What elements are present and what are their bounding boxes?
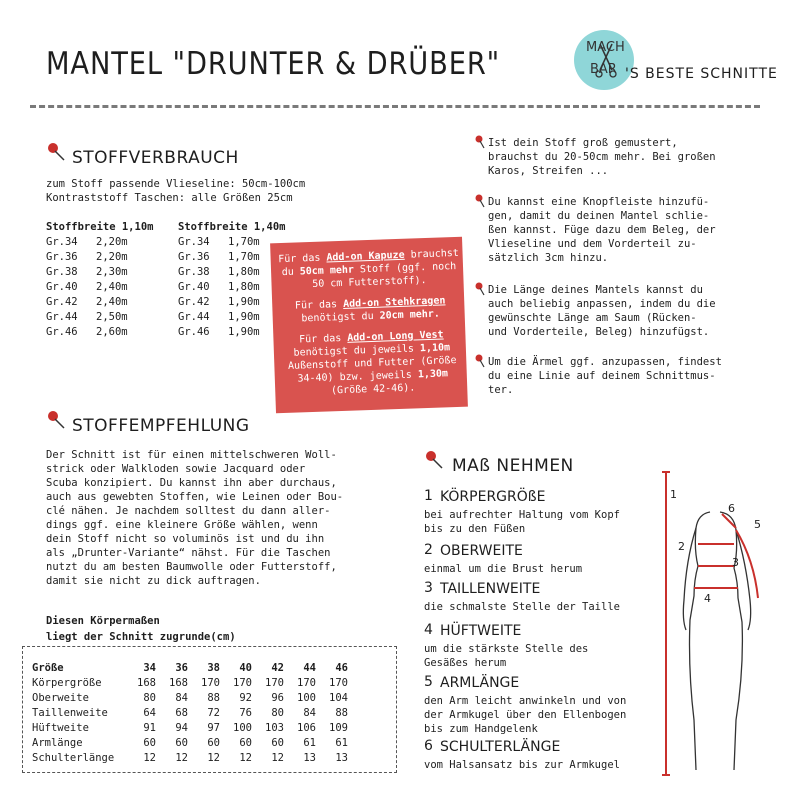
kontraststoff-line: Kontraststoff Taschen: alle Größen 25cm — [46, 192, 293, 204]
measurement-desc: um die stärkste Stelle des Gesäßes herum — [424, 643, 589, 669]
pin-icon — [46, 140, 68, 162]
usage-size-2: Gr.34 — [178, 236, 210, 248]
tip-text: Die Länge deines Mantels kannst du auch beliebig anpassen, indem du die gewünschte Länge am Saum (Rücken- und Vorderteile, Beleg) hinzufügst. — [488, 284, 716, 338]
table-cell: 84 — [303, 706, 316, 719]
table-header-size: 34 — [143, 661, 156, 674]
measurement-desc: bei aufrechter Haltung vom Kopf bis zu den Füßen — [424, 509, 620, 535]
table-cell: 64 — [143, 706, 156, 719]
usage-140: 1,70m — [228, 251, 260, 263]
table-row-label: Taillenweite — [32, 706, 108, 719]
col2-header: Stoffbreite 1,40m — [178, 221, 286, 233]
pin-icon — [474, 281, 486, 297]
table-cell: 92 — [239, 691, 252, 704]
table-header-size: 42 — [271, 661, 284, 674]
usage-140: 1,90m — [228, 311, 260, 323]
table-row — [32, 705, 348, 720]
pin-icon — [474, 193, 486, 209]
table-cell: 80 — [143, 691, 156, 704]
usage-110: 2,50m — [96, 311, 128, 323]
usage-size: Gr.36 — [46, 251, 78, 263]
usage-size-2: Gr.44 — [178, 311, 210, 323]
pin-icon — [474, 353, 486, 369]
usage-110: 2,20m — [96, 236, 128, 248]
table-cell: 168 — [169, 676, 188, 689]
mass-nehmen-heading: MAß NEHMEN — [452, 456, 574, 476]
usage-size-2: Gr.42 — [178, 296, 210, 308]
addon-long-vest-link[interactable]: Add-on Long Vest — [347, 329, 444, 344]
measurement-desc: vom Halsansatz bis zur Armkugel — [424, 759, 620, 771]
table-cell: 80 — [271, 706, 284, 719]
usage-110: 2,40m — [96, 281, 128, 293]
table-row — [32, 690, 348, 705]
figure-label: 3 — [732, 556, 739, 569]
usage-140: 1,90m — [228, 296, 260, 308]
figure-label: 6 — [728, 502, 735, 515]
usage-110: 2,60m — [96, 326, 128, 338]
measurement-number: 2 — [424, 542, 433, 558]
measurement-title: KÖRPERGRÖßE — [440, 489, 546, 505]
table-cell: 96 — [271, 691, 284, 704]
table-cell: 109 — [329, 721, 348, 734]
table-row-label: Körpergröße — [32, 676, 102, 689]
measurement-desc: einmal um die Brust herum — [424, 563, 583, 575]
measurement-title: ARMLÄNGE — [440, 675, 520, 691]
usage-140: 1,70m — [228, 236, 260, 248]
pin-icon — [46, 408, 68, 430]
measurement-number: 6 — [424, 738, 433, 754]
table-row — [32, 750, 348, 765]
measurement-number: 3 — [424, 580, 433, 596]
pin-icon — [424, 448, 446, 470]
measurement-title: HÜFTWEITE — [440, 623, 522, 639]
table-cell: 106 — [297, 721, 316, 734]
table-cell: 100 — [233, 721, 252, 734]
figure-label: 5 — [754, 518, 761, 531]
measurement-desc: die schmalste Stelle der Taille — [424, 601, 620, 613]
table-cell: 68 — [175, 706, 188, 719]
usage-size: Gr.40 — [46, 281, 78, 293]
table-cell: 13 — [335, 751, 348, 764]
table-header-size: 44 — [303, 661, 316, 674]
usage-size-2: Gr.46 — [178, 326, 210, 338]
logo-text-bottom: BAR — [590, 62, 617, 77]
table-cell: 97 — [207, 721, 220, 734]
table-cell: 12 — [207, 751, 220, 764]
header-divider — [30, 105, 760, 111]
table-cell: 72 — [207, 706, 220, 719]
table-cell: 91 — [143, 721, 156, 734]
table-header-label: Größe — [32, 661, 64, 674]
table-header-row — [32, 660, 348, 675]
figure-label: 4 — [704, 592, 711, 605]
table-header-size: 38 — [207, 661, 220, 674]
brand-tagline: 'S BESTE SCHNITTE — [625, 66, 778, 82]
table-row-label: Hüftweite — [32, 721, 89, 734]
usage-size: Gr.46 — [46, 326, 78, 338]
col1-header: Stoffbreite 1,10m — [46, 221, 154, 233]
table-header-size: 46 — [335, 661, 348, 674]
table-row — [32, 720, 348, 735]
table-cell: 12 — [175, 751, 188, 764]
usage-140: 1,80m — [228, 266, 260, 278]
table-cell: 170 — [265, 676, 284, 689]
table-cell: 103 — [265, 721, 284, 734]
usage-140: 1,90m — [228, 326, 260, 338]
table-cell: 13 — [303, 751, 316, 764]
table-cell: 60 — [239, 736, 252, 749]
table-row-label: Armlänge — [32, 736, 83, 749]
table-cell: 84 — [175, 691, 188, 704]
table-cell: 170 — [233, 676, 252, 689]
table-cell: 60 — [271, 736, 284, 749]
tip-text: Du kannst eine Knopfleiste hinzufü- gen, damit du deinen Mantel schlie- ßen kannst. Füge dazu dem Beleg, der Vlieseline und dem Vorderteil zu- sätzlich 3cm hinzu. — [488, 196, 716, 264]
measurement-title: TAILLENWEITE — [440, 581, 541, 597]
figure-label: 1 — [670, 488, 677, 501]
table-cell: 104 — [329, 691, 348, 704]
table-cell: 61 — [335, 736, 348, 749]
table-cell: 76 — [239, 706, 252, 719]
addon-stehkragen-link[interactable]: Add-on Stehkragen — [342, 295, 446, 310]
table-cell: 88 — [207, 691, 220, 704]
page-title: MANTEL "DRUNTER & DRÜBER" — [46, 46, 501, 82]
usage-size-2: Gr.40 — [178, 281, 210, 293]
measurement-title: SCHULTERLÄNGE — [440, 739, 561, 755]
vlieseline-line: zum Stoff passende Vlieseline: 50cm-100cm — [46, 178, 306, 190]
tip-text: Um die Ärmel ggf. anzupassen, findest du eine Linie auf deinem Schnittmus- ter. — [488, 356, 722, 396]
addon-kapuze-link[interactable]: Add-on Kapuze — [326, 249, 405, 264]
table-row — [32, 735, 348, 750]
table-cell: 170 — [297, 676, 316, 689]
table-cell: 168 — [137, 676, 156, 689]
table-row-label: Oberweite — [32, 691, 89, 704]
table-cell: 170 — [329, 676, 348, 689]
table-cell: 61 — [303, 736, 316, 749]
usage-size: Gr.42 — [46, 296, 78, 308]
usage-110: 2,20m — [96, 251, 128, 263]
table-header-size: 40 — [239, 661, 252, 674]
usage-size: Gr.44 — [46, 311, 78, 323]
tip-text: Ist dein Stoff groß gemustert, brauchst du 20-50cm mehr. Bei großen Karos, Streifen ... — [488, 137, 716, 177]
table-row — [32, 675, 348, 690]
usage-110: 2,40m — [96, 296, 128, 308]
body-measurements-table — [32, 660, 348, 765]
table-cell: 88 — [335, 706, 348, 719]
usage-140: 1,80m — [228, 281, 260, 293]
figure-label: 2 — [678, 540, 685, 553]
body-figure-illustration — [660, 470, 772, 780]
table-cell: 94 — [175, 721, 188, 734]
usage-size-2: Gr.38 — [178, 266, 210, 278]
usage-size: Gr.38 — [46, 266, 78, 278]
usage-110: 2,30m — [96, 266, 128, 278]
pin-icon — [474, 134, 486, 150]
addon-text: Für das Add-on Kapuze brauchst du 50cm mehr Stoff (ggf. noch 50 cm Futterstoff). Für das Add-on Stehkragen benötigst du 20cm mehr. Für das Add-on Long Vest benötigst du jeweils 1,10m Außenstoff und Futter (Größe 34-40) bzw. jeweils 1,30m (Größe 42-46). — [278, 247, 459, 397]
table-row-label: Schulterlänge — [32, 751, 115, 764]
table-cell: 60 — [207, 736, 220, 749]
table-cell: 12 — [271, 751, 284, 764]
table-cell: 12 — [239, 751, 252, 764]
table-cell: 100 — [297, 691, 316, 704]
usage-size: Gr.34 — [46, 236, 78, 248]
stoffverbrauch-heading: STOFFVERBRAUCH — [72, 148, 239, 168]
stoffempfehlung-heading: STOFFEMPFEHLUNG — [72, 416, 250, 436]
measurement-desc: den Arm leicht anwinkeln und von der Armkugel über den Ellenbogen bis zum Handgelenk — [424, 695, 627, 735]
measurement-title: OBERWEITE — [440, 543, 523, 559]
table-header-size: 36 — [175, 661, 188, 674]
table-cell: 12 — [143, 751, 156, 764]
body-table-caption-2: liegt der Schnitt zugrunde(cm) — [46, 631, 236, 643]
measurement-number: 1 — [424, 488, 433, 504]
table-cell: 60 — [143, 736, 156, 749]
usage-size-2: Gr.36 — [178, 251, 210, 263]
measurement-number: 5 — [424, 674, 433, 690]
table-cell: 60 — [175, 736, 188, 749]
stoffempfehlung-text: Der Schnitt ist für einen mittelschweren Woll- strick oder Walkloden sowie Jacquard oder Scuba konzipiert. Du kannst ihn aber durchaus, auch aus gewebten Stoffen, wie Leinen oder Bou- clé nähen. Je nachdem solltest du dann aller- dings ggf. eine kleinere Größe wählen, wenn dein Stoff nicht so voluminös ist und du ihn als „Drunter-Variante“ nähst. Für die Taschen nutzt du am besten Baumwolle oder Futterstoff, damit sie nicht zu dick auftragen. — [46, 449, 344, 587]
table-cell: 170 — [201, 676, 220, 689]
body-table-caption-1: Diesen Körpermaßen — [46, 615, 160, 627]
measurement-number: 4 — [424, 622, 433, 638]
logo-text-top: MACH — [586, 40, 625, 55]
